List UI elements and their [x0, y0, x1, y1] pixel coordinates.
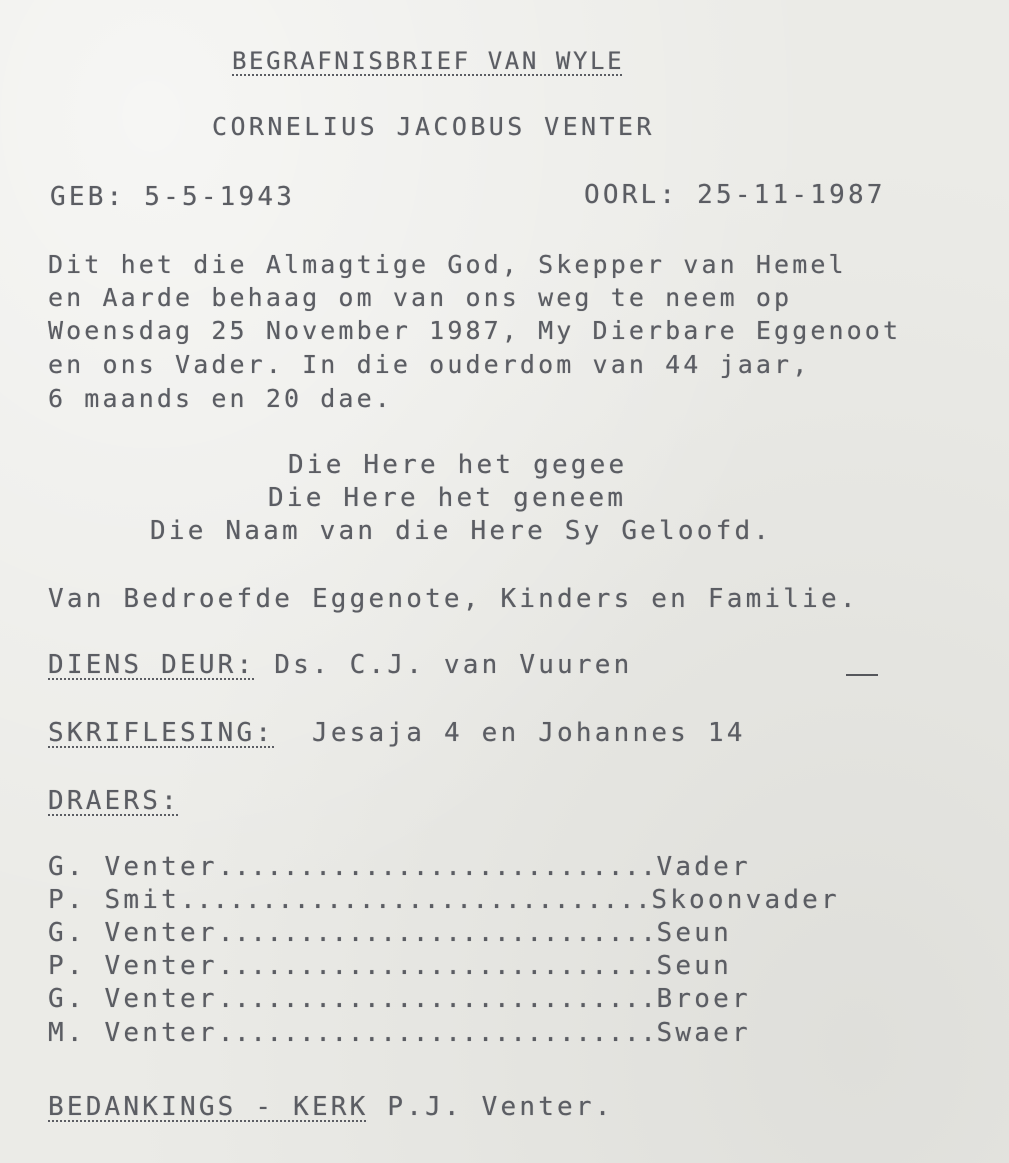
bearer-row: [48, 918, 732, 948]
bearer-role: Seun: [656, 918, 732, 948]
verse-line: Die Naam van die Here Sy Geloofd.: [150, 516, 773, 546]
deceased-name: CORNELIUS JACOBUS VENTER: [212, 112, 655, 141]
announcement-line: Dit het die Almagtige God, Skepper van Hemel: [48, 250, 847, 279]
announcement-line: en ons Vader. In die ouderdom van 44 jaar,: [48, 350, 811, 379]
bearer-row: [48, 984, 751, 1014]
reading-label: SKRIFLESING:: [48, 718, 275, 748]
bearer-name: G. Venter: [48, 918, 218, 948]
bearer-name: G. Venter: [48, 984, 218, 1014]
bearer-role: Skoonvader: [651, 885, 840, 915]
announcement-line: Woensdag 25 November 1987, My Dierbare Eggenoot: [48, 316, 902, 345]
verse-line: Die Here het geneem: [268, 483, 627, 513]
reading-line: [48, 718, 746, 748]
bearer-name: P. Smit: [48, 885, 180, 915]
bearer-name: M. Venter: [48, 1018, 218, 1048]
thanks-label: BEDANKINGS - KERK: [48, 1092, 369, 1122]
bearer-row: [48, 1018, 751, 1048]
bearer-name: P. Venter: [48, 951, 218, 981]
birth-date: GEB: 5-5-1943: [50, 182, 296, 212]
bearer-row: [48, 951, 732, 981]
reading-value: Jesaja 4 en Johannes 14: [311, 718, 746, 748]
bearer-role: Seun: [656, 951, 732, 981]
bearer-leader-dots: ...........................: [217, 852, 657, 882]
announcement-line: en Aarde behaag om van ons weg te neem op: [48, 283, 793, 312]
thanks-value: P.J. Venter.: [387, 1092, 614, 1122]
bearer-leader-dots: ...........................: [217, 951, 657, 981]
announcement-line: 6 maands en 20 dae.: [48, 384, 393, 413]
bearer-leader-dots: ...........................: [217, 984, 657, 1014]
bearer-role: Swaer: [656, 1018, 751, 1048]
bearer-leader-dots: .............................: [179, 885, 652, 915]
bearer-name: G. Venter: [48, 852, 218, 882]
bearer-row: [48, 885, 840, 915]
bearer-leader-dots: ...........................: [217, 918, 657, 948]
from-family-line: Van Bedroefde Eggenote, Kinders en Familie.: [48, 584, 859, 614]
service-line: [48, 650, 632, 680]
thanks-line: [48, 1092, 614, 1122]
verse-line: Die Here het gegee: [288, 450, 628, 480]
bearer-role: Broer: [656, 984, 751, 1014]
bearers-heading: DRAERS:: [48, 786, 180, 816]
document-title: BEGRAFNISBRIEF VAN WYLE: [232, 47, 625, 75]
service-value: Ds. C.J. van Vuuren: [274, 650, 633, 680]
bearer-role: Vader: [656, 852, 751, 882]
bearer-row: [48, 852, 751, 882]
dash-mark: [846, 674, 878, 676]
service-label: DIENS DEUR:: [48, 650, 256, 680]
bearer-leader-dots: ...........................: [217, 1018, 657, 1048]
death-date: OORL: 25-11-1987: [584, 180, 886, 210]
